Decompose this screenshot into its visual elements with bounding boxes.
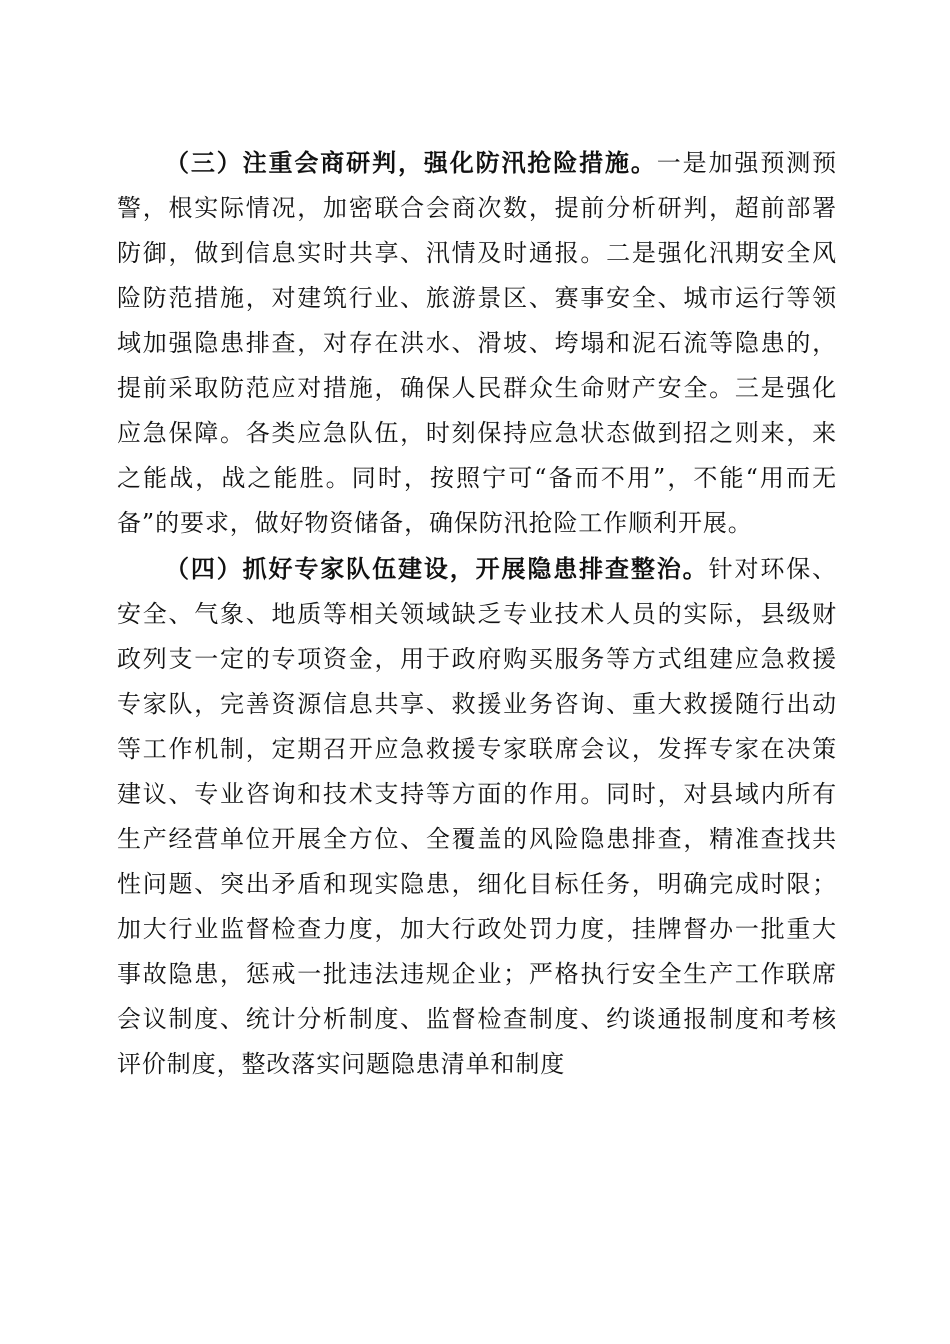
- paragraph-heading: （三）注重会商研判，强化防汛抢险措施。: [165, 148, 657, 177]
- paragraph-flood-control: [117, 140, 837, 546]
- paragraph-expert-team: [117, 546, 837, 1087]
- paragraph-text: 一是加强预测预警，根实际情况，加密联合会商次数，提前分析研判，超前部署防御，做到信息实时共享、汛情及时通报。二是强化汛期安全风险防范措施，对建筑行业、旅游景区、赛事安全、城市运行等领域加强隐患排查，对存在洪水、滑坡、垮塌和泥石流等隐患的，提前采取防范应对措施，确保人民群众生命财产安全。三是强化应急保障。各类应急队伍，时刻保持应急状态做到招之则来，来之能战，战之能胜。同时，按照宁可“备而不用”，不能“用而无备”的要求，做好物资储备，确保防汛抢险工作顺利开展。: [117, 149, 837, 537]
- paragraph-text: 针对环保、安全、气象、地质等相关领域缺乏专业技术人员的实际，县级财政列支一定的专项资金，用于政府购买服务等方式组建应急救援专家队，完善资源信息共享、救援业务咨询、重大救援随行出动等工作机制，定期召开应急救援专家联席会议，发挥专家在决策建议、专业咨询和技术支持等方面的作用。同时，对县域内所有生产经营单位开展全方位、全覆盖的风险隐患排查，精准查找共性问题、突出矛盾和现实隐患，细化目标任务，明确完成时限；加大行业监督检查力度，加大行政处罚力度，挂牌督办一批重大事故隐患，惩戒一批违法违规企业；严格执行安全生产工作联席会议制度、统计分析制度、监督检查制度、约谈通报制度和考核评价制度，整改落实问题隐患清单和制度: [117, 555, 837, 1078]
- paragraph-heading: （四）抓好专家队伍建设，开展隐患排查整治。: [165, 554, 709, 583]
- document-body: [117, 140, 837, 1087]
